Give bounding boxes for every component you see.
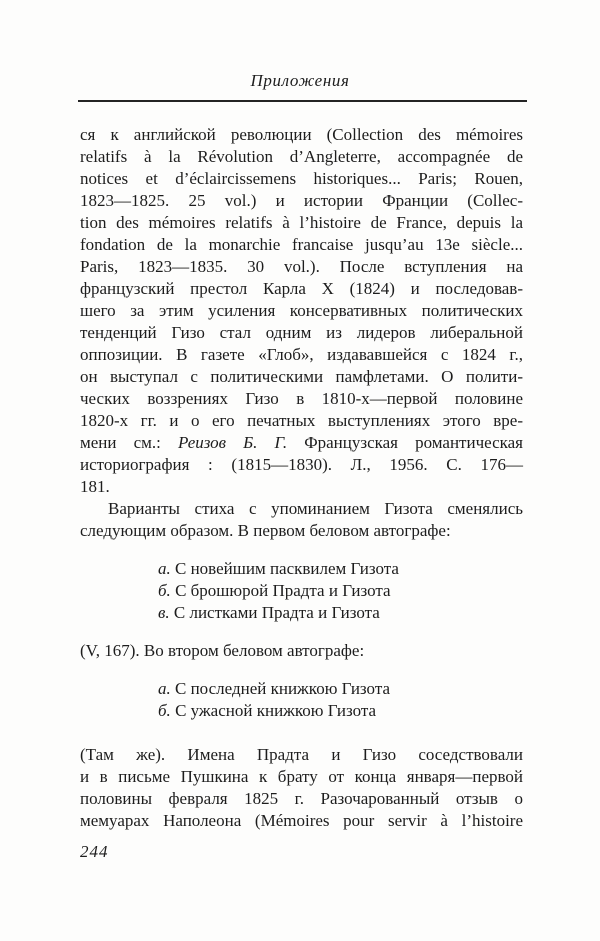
variant-list-second-autograph: [158, 678, 523, 722]
text-line: (V, 167). Во втором беловом автографе:: [80, 641, 365, 660]
text-line: он выступал с политическими памфлетами. О полити-: [80, 367, 523, 386]
paragraph-closing: [80, 744, 523, 832]
text-line: в. С листками Прадта и Гизота: [158, 603, 380, 622]
text-line: а. С последней книжкою Гизота: [158, 679, 390, 698]
text-line: историография : (1815—1830). Л., 1956. С. 176—: [80, 455, 523, 474]
text-line: (Там же). Имена Прадта и Гизо соседствовали: [80, 745, 523, 764]
text-line: оппозиции. В газете «Глоб», издававшейся с 1824 г.,: [80, 345, 523, 364]
text-line: 1820-х гг. и о его печатных выступлениях этого вре-: [80, 411, 523, 430]
page-number: 244: [80, 842, 109, 861]
text-line: 181.: [80, 477, 110, 496]
paragraph-second-autograph: [80, 640, 523, 662]
text-line: следующим образом. В первом беловом автографе:: [80, 521, 451, 540]
text-line: тенденций Гизо стал одним из лидеров либеральной: [80, 323, 523, 342]
text-line: 1823—1825. 25 vol.) и истории Франции (Collec-: [80, 191, 523, 210]
text-line: ческих воззрениях Гизо в 1810-х—первой половине: [80, 389, 523, 408]
paragraph-variants-intro: [80, 498, 523, 542]
text-line: мемуарах Наполеона (Mémoires pour servir à l’histoire: [80, 811, 523, 830]
text-line: fondation de la monarchie francaise jusqu’au 13e siècle...: [80, 235, 523, 254]
paragraph-continuation: [80, 124, 523, 498]
header-rule: [78, 100, 527, 102]
text-line: мени см.: Реизов Б. Г. Французская романтическая: [80, 433, 523, 452]
text-line: Варианты стиха с упоминанием Гизота сменялись: [108, 499, 523, 518]
text-line: и в письме Пушкина к брату от конца января—первой: [80, 767, 523, 786]
text-line: а. С новейшим пасквилем Гизота: [158, 559, 399, 578]
text-line: tion des mémoires relatifs à l’histoire de France, depuis la: [80, 213, 523, 232]
text-line: notices et d’éclaircissemens historiques... Paris; Rouen,: [80, 169, 523, 188]
variant-list-first-autograph: [158, 558, 523, 624]
text-line: французский престол Карла X (1824) и последовав-: [80, 279, 523, 298]
text-line: б. С брошюрой Прадта и Гизота: [158, 581, 391, 600]
text-line: половины февраля 1825 г. Разочарованный отзыв о: [80, 789, 523, 808]
text-line: б. С ужасной книжкою Гизота: [158, 701, 377, 720]
text-line: Paris, 1823—1835. 30 vol.). После вступления на: [80, 257, 523, 276]
text-line: ся к английской революции (Collection des mémoires: [80, 125, 523, 144]
running-header: Приложения: [250, 71, 350, 90]
text-line: шего за этим усиления консервативных политических: [80, 301, 523, 320]
text-body: [80, 124, 523, 832]
text-line: relatifs à la Révolution d’Angleterre, accompagnée de: [80, 147, 523, 166]
